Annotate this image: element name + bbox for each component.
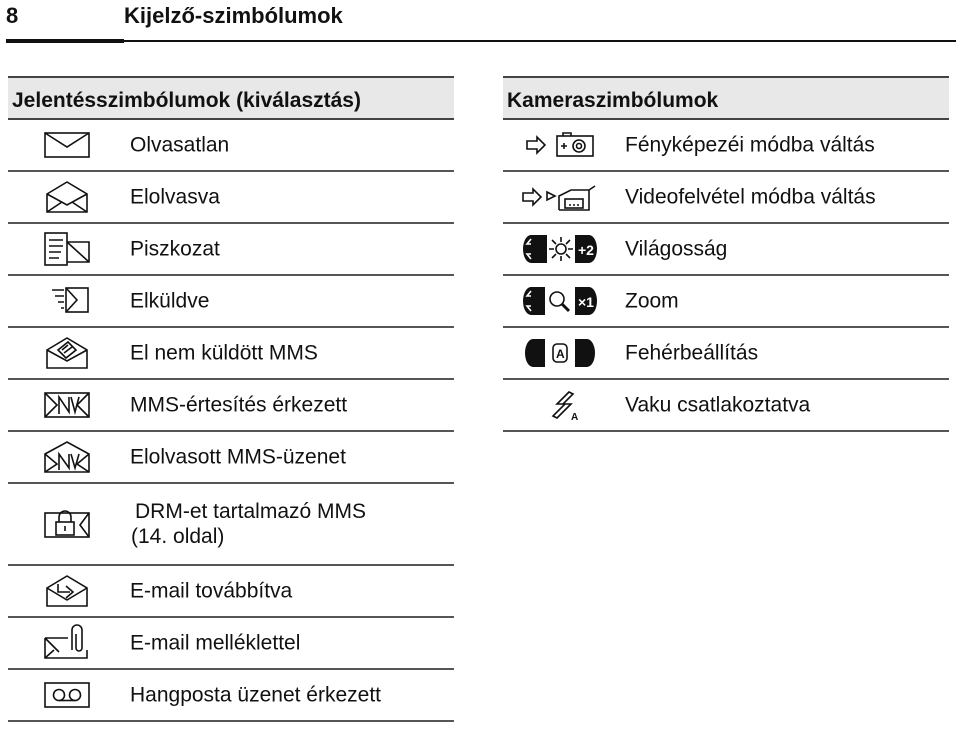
drm-page-ref: (14. oldal) <box>131 525 225 548</box>
table-row <box>8 224 454 276</box>
report-symbols-table <box>8 76 454 722</box>
table-row <box>503 380 949 432</box>
email-attachment-icon <box>42 626 94 660</box>
table-row <box>8 432 454 484</box>
envelope-open-icon <box>42 180 94 214</box>
table-row <box>8 276 454 328</box>
page-header <box>0 0 960 44</box>
white-balance-icon <box>517 338 603 368</box>
table-row <box>8 380 454 432</box>
table-row <box>8 670 454 722</box>
table-row <box>8 120 454 172</box>
email-forward-icon <box>42 574 94 608</box>
mms-notification-icon <box>42 388 94 422</box>
page-title: Kijelző-szimbólumok <box>124 3 343 28</box>
zoom-value: ×1 <box>578 294 594 310</box>
table-cell-label: Elküldve <box>130 289 210 313</box>
table-row <box>8 618 454 670</box>
drm-lock-icon <box>42 507 94 541</box>
table-row <box>503 120 949 172</box>
table-cell-label: Elolvasva <box>130 185 220 209</box>
header-rule-thick <box>6 39 124 43</box>
table-row <box>503 172 949 224</box>
white-balance-value: A <box>556 347 565 361</box>
table-cell-label: Olvasatlan <box>130 133 230 157</box>
flash-value: A <box>571 412 579 423</box>
table-cell-label: Hangposta üzenet érkezett <box>130 683 381 707</box>
draft-icon <box>42 232 94 266</box>
camera-symbols-heading: Kameraszimbólumok <box>503 76 949 120</box>
table-cell-label: E-mail melléklettel <box>130 631 301 655</box>
table-row <box>8 484 454 566</box>
mms-unsent-icon <box>42 336 94 370</box>
table-cell-label: Vaku csatlakoztatva <box>625 393 811 417</box>
table-row <box>8 328 454 380</box>
table-cell-label: Piszkozat <box>130 237 220 261</box>
mms-read-icon <box>42 440 94 474</box>
sent-icon <box>42 284 94 318</box>
table-cell-label: MMS-értesítés érkezett <box>130 393 348 417</box>
table-row <box>503 328 949 380</box>
header-rule <box>124 40 956 42</box>
table-cell-label: Zoom <box>625 289 679 313</box>
zoom-icon <box>517 286 603 316</box>
table-row <box>8 172 454 224</box>
table-cell-label: Fényképezéi módba váltás <box>625 133 875 157</box>
drm-label: DRM-et tartalmazó MMS <box>135 500 367 523</box>
table-cell-label: E-mail továbbítva <box>130 579 293 603</box>
table-cell-label: Elolvasott MMS-üzenet <box>130 445 346 469</box>
voicemail-icon <box>42 678 94 712</box>
brightness-value: +2 <box>578 242 594 258</box>
table-cell-label: Fehérbeállítás <box>625 341 759 365</box>
table-row <box>503 224 949 276</box>
camera-symbols-table <box>503 76 949 432</box>
video-mode-icon <box>517 182 603 212</box>
brightness-icon <box>517 234 603 264</box>
table-row <box>503 276 949 328</box>
envelope-unread-icon <box>42 128 94 162</box>
page-number: 8 <box>6 3 19 28</box>
table-cell-label: Világosság <box>625 237 728 261</box>
photo-mode-icon <box>517 130 603 160</box>
table-cell-label: El nem küldött MMS <box>130 341 318 365</box>
report-symbols-heading: Jelentésszimbólumok (kiválasztás) <box>8 76 454 120</box>
table-cell-label: Videofelvétel módba váltás <box>625 185 876 209</box>
flash-icon <box>517 390 603 423</box>
table-cell-label <box>131 499 367 549</box>
table-row <box>8 566 454 618</box>
